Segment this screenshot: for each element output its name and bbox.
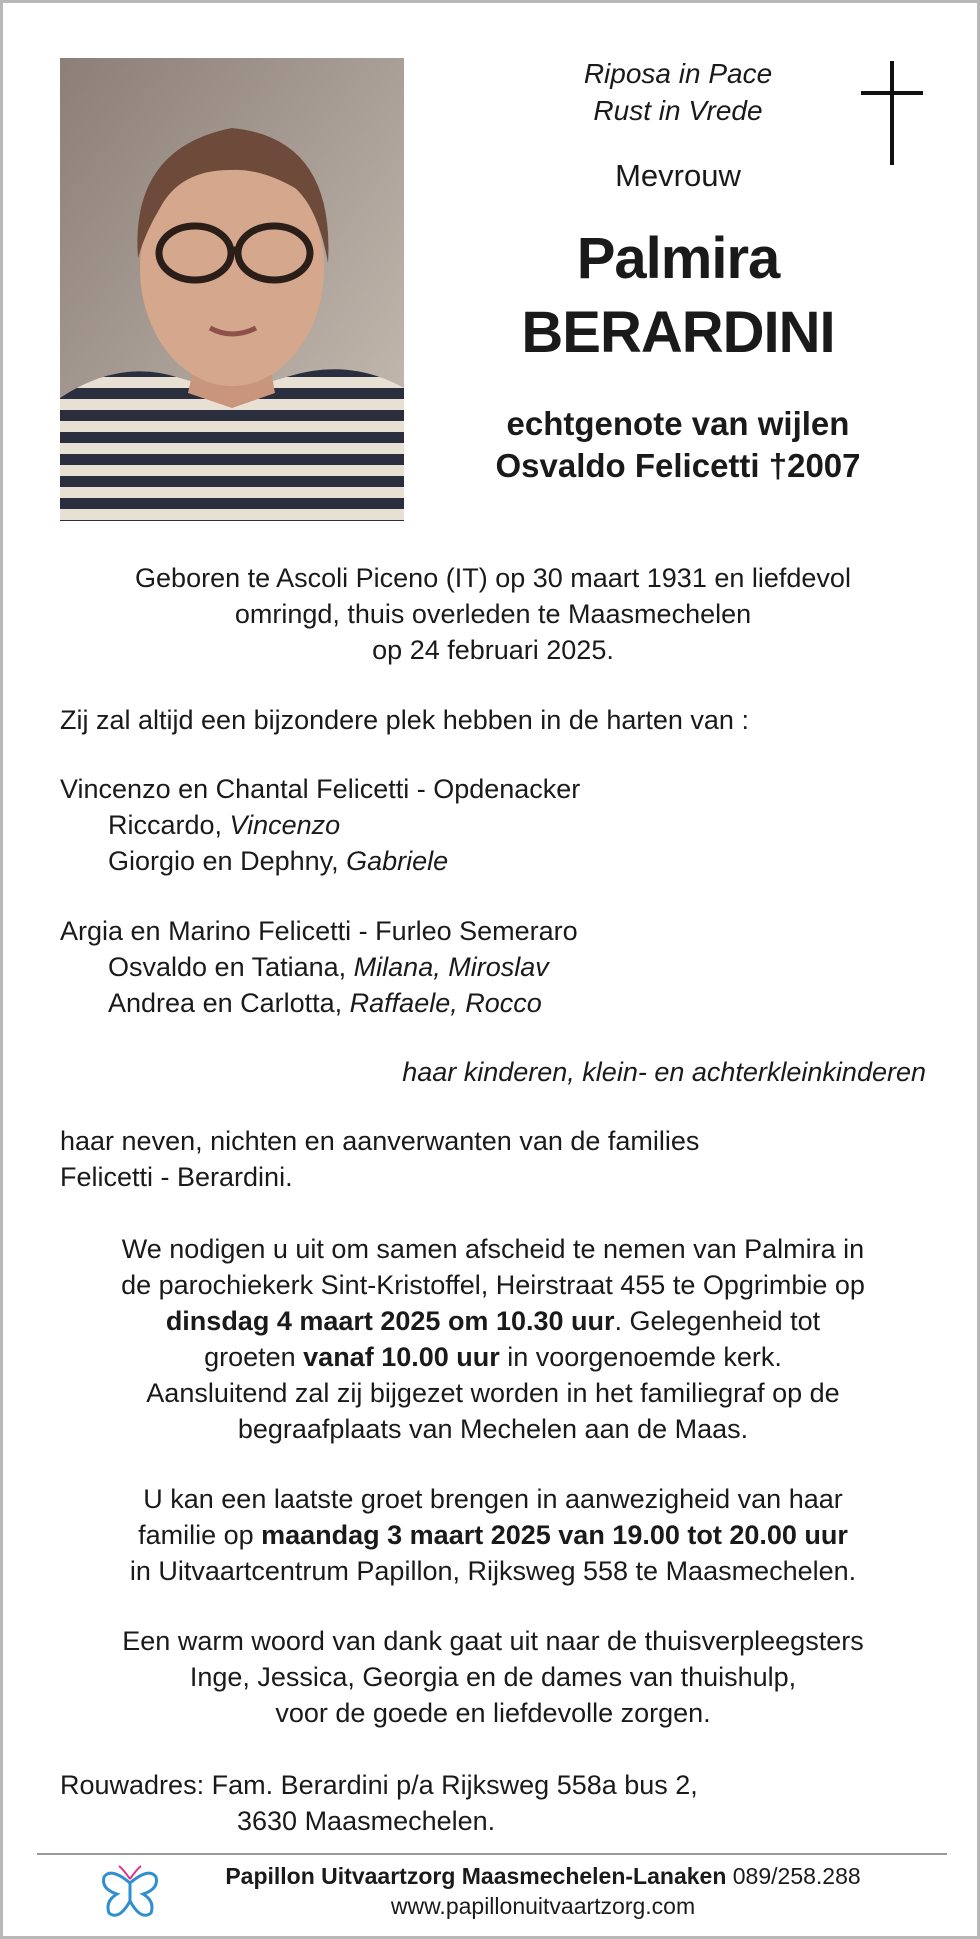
- thanks-paragraph: Een warm woord van dank gaat uit naar de thuisverpleegsters Inge, Jessica, Georgia en de dames van thuishulp, voor de goede en liefdevolle zorgen.: [122, 1626, 864, 1728]
- prayer-dutch: Rust in Vrede: [593, 95, 763, 126]
- family-head: Vincenzo en Chantal Felicetti - Opdenacker: [60, 774, 581, 804]
- butterfly-logo-icon: [99, 1861, 161, 1923]
- footer-divider: [37, 1853, 947, 1855]
- funeral-home: [163, 1863, 923, 1890]
- ceremony-date: dinsdag 4 maart 2025 om 10.30 uur: [165, 1306, 615, 1336]
- visitation-paragraph: U kan een laatste groet brengen in aanwezigheid van haar familie op maandag 3 maart 2025 van 19.00 tot 20.00 uur in Uitvaartcentrum Papillon, Rijksweg 558 te Maasmechelen.: [129, 1484, 857, 1586]
- family-member-row: Osvaldo en Tatiana, Milana, Miroslav: [108, 952, 549, 982]
- website-link[interactable]: www.papillonuitvaartzorg.com: [390, 1893, 696, 1919]
- honorific-title: Mevrouw: [615, 158, 741, 193]
- spouse-info: [433, 403, 923, 487]
- prayer-italian: Riposa in Pace: [583, 58, 773, 89]
- family-head: Argia en Marino Felicetti - Furleo Semeraro: [60, 916, 578, 946]
- relatives-paragraph: haar neven, nichten en aanverwanten van de families Felicetti - Berardini.: [60, 1126, 700, 1192]
- company-name: Papillon Uitvaartzorg Maasmechelen-Lanaken: [225, 1863, 727, 1889]
- portrait-photo: [60, 58, 404, 521]
- spouse-line-1: echtgenote van wijlen: [506, 405, 850, 442]
- visitation-date: maandag 3 maart 2025 van 19.00 tot 20.00 uur: [261, 1520, 848, 1550]
- company-phone: 089/258.288: [726, 1863, 861, 1889]
- spouse-line-2: Osvaldo Felicetti †2007: [495, 447, 861, 484]
- family-group-1: [60, 771, 926, 879]
- birth-paragraph: Geboren te Ascoli Piceno (IT) op 30 maart 1931 en liefdevol omringd, thuis overleden te Maasmechelen op 24 februari 2025.: [135, 563, 851, 665]
- ceremony-paragraph: We nodigen u uit om samen afscheid te nemen van Palmira in de parochiekerk Sint-Kristoffel, Heirstraat 455 te Opgrimbie op dinsdag 4 maart 2025 om 10.30 uur. Gelegenheid tot groeten vanaf 10.00 uur in voorgenoemde kerk. Aansluitend zal zij bijgezet worden in het familiegraf op de begraafplaats van Mechelen aan de Maas.: [121, 1234, 865, 1444]
- children-caption: haar kinderen, klein- en achterkleinkinderen: [402, 1057, 926, 1087]
- greeting-time: vanaf 10.00 uur: [303, 1342, 500, 1372]
- prayer-text: [433, 55, 923, 129]
- mourning-address: Rouwadres: Fam. Berardini p/a Rijksweg 558a bus 2, 3630 Maasmechelen.: [60, 1770, 698, 1836]
- family-member-row: Giorgio en Dephny, Gabriele: [108, 846, 449, 876]
- family-group-2: [60, 913, 926, 1021]
- last-name: BERARDINI: [521, 300, 835, 365]
- intro-line: Zij zal altijd een bijzondere plek hebben in de harten van :: [60, 705, 749, 735]
- first-name: Palmira: [576, 226, 780, 291]
- family-member-row: Riccardo, Vincenzo: [108, 810, 341, 840]
- family-member-row: Andrea en Carlotta, Raffaele, Rocco: [108, 988, 542, 1018]
